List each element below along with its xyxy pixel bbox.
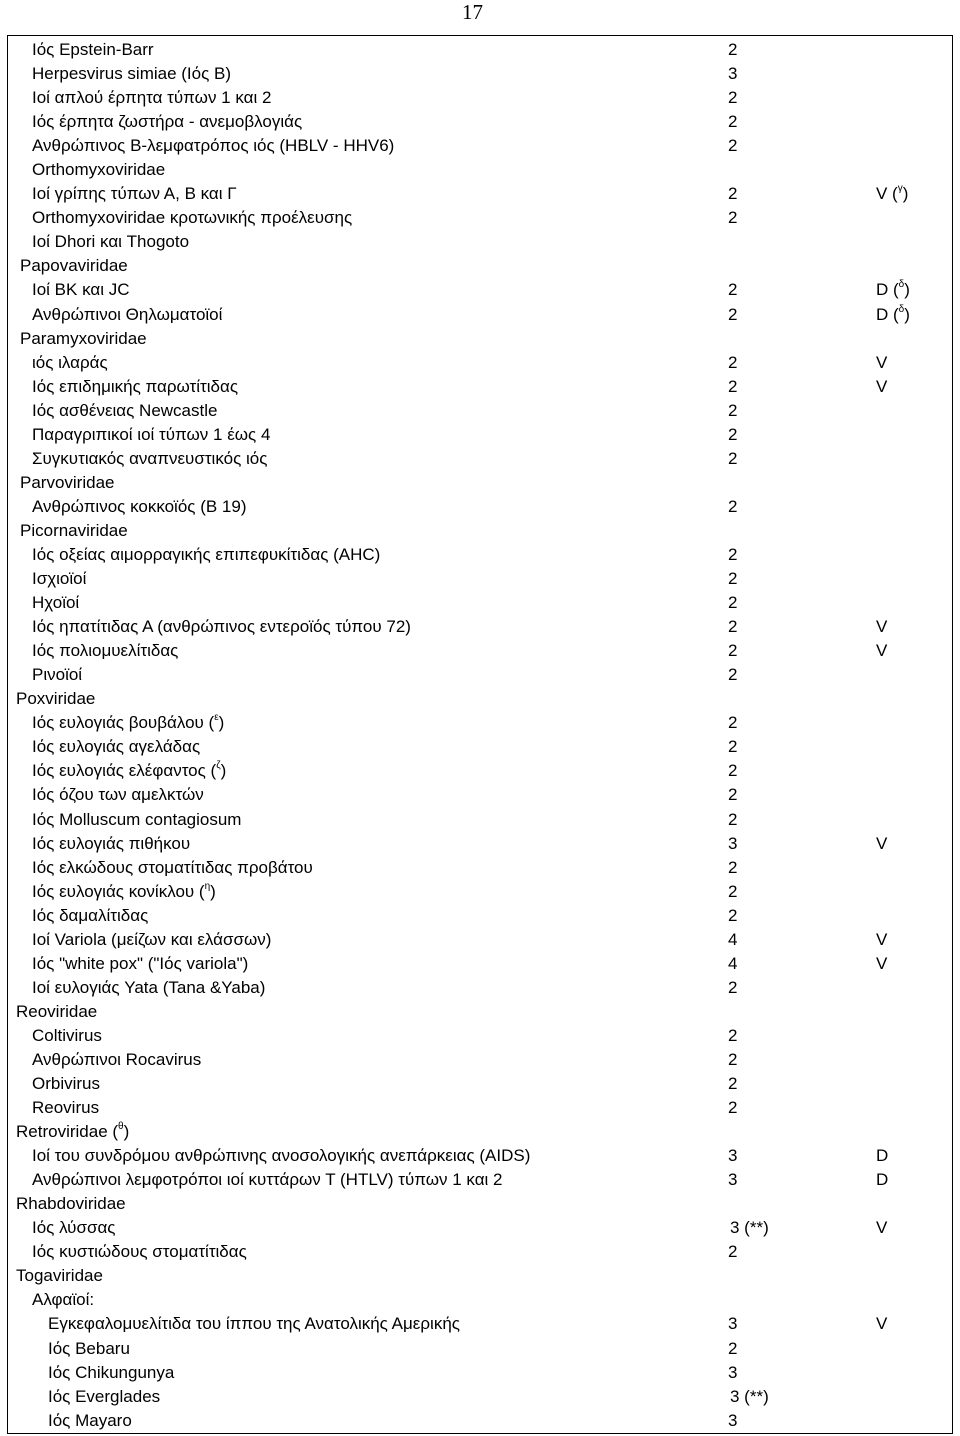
agent-name: Poxviridae — [16, 689, 96, 709]
agent-name: Εγκεφαλομυελίτιδα του ίππου της Ανατολικής Αμερικής — [48, 1314, 460, 1334]
risk-group: 2 — [728, 136, 738, 156]
risk-group: 2 — [728, 737, 738, 757]
agent-name: ιός ιλαράς — [32, 352, 108, 372]
agent-name: Ιός Molluscum contagiosum — [32, 809, 242, 829]
risk-group: 2 — [728, 184, 738, 204]
risk-group: 2 — [728, 496, 738, 516]
agent-name: Ρινοϊοί — [32, 665, 83, 685]
agent-name: Ανθρώπινοι Θηλωματοϊοί — [32, 304, 223, 324]
table-row — [8, 1096, 952, 1120]
notes: D ($^\delta$) — [876, 303, 910, 324]
table-row — [8, 206, 952, 230]
agent-name: Ιός πολιομυελίτιδας — [32, 641, 179, 661]
table-row — [8, 687, 952, 711]
table-row — [8, 254, 952, 278]
risk-group: 2 — [728, 977, 738, 997]
table-row — [8, 976, 952, 1000]
table-row — [8, 1024, 952, 1048]
risk-group: 2 — [728, 713, 738, 733]
agent-name: Ιός "white pox" ("Ιός variola") — [32, 953, 249, 973]
notes: V — [876, 1218, 888, 1238]
table-row — [8, 880, 952, 904]
risk-group: 3 — [728, 1410, 738, 1430]
agent-name: Picornaviridae — [20, 520, 128, 540]
table-row — [8, 62, 952, 86]
table-row — [8, 928, 952, 952]
table-row — [8, 1168, 952, 1192]
agent-name: Ιός ηπατίτιδας Α (ανθρώπινος εντεροϊός τύπου 72) — [32, 617, 411, 637]
agent-name: Ιός ελκώδους στοματίτιδας προβάτου — [32, 857, 313, 877]
notes: D — [876, 1146, 889, 1166]
table-row — [8, 278, 952, 302]
table-row — [8, 351, 952, 375]
risk-group: 2 — [728, 569, 738, 589]
table-rows — [8, 38, 952, 1433]
table-row — [8, 38, 952, 62]
risk-group: 2 — [728, 1025, 738, 1045]
agent-name: Ιός δαμαλίτιδας — [32, 905, 149, 925]
table-row — [8, 1337, 952, 1361]
risk-group: 2 — [728, 208, 738, 228]
risk-group: 2 — [728, 424, 738, 444]
table-row — [8, 639, 952, 663]
table-row — [8, 1264, 952, 1288]
table-row — [8, 303, 952, 327]
agent-name: Ανθρώπινος Β-λεμφατρόπος ιός (HBLV - HHV6) — [32, 136, 395, 156]
agent-name: Herpesvirus simiae (Ιός Β) — [32, 64, 232, 84]
table-row — [8, 543, 952, 567]
agent-name: Ανθρώπινοι λεμφοτρόποι ιοί κυττάρων Τ (HTLV) τύπων 1 και 2 — [32, 1170, 503, 1190]
agent-name: Togaviridae — [16, 1266, 103, 1286]
agent-name: Paramyxoviridae — [20, 328, 147, 348]
notes: V — [876, 1314, 888, 1334]
table-row — [8, 519, 952, 543]
risk-group: 2 — [728, 857, 738, 877]
agent-name: Papovaviridae — [20, 256, 128, 276]
table-row — [8, 1312, 952, 1336]
notes: V — [876, 953, 888, 973]
agent-name: Reoviridae — [16, 1001, 98, 1021]
agent-name: Ανθρώπινος κοκκοϊός (Β 19) — [32, 496, 247, 516]
risk-group: 2 — [728, 352, 738, 372]
table-row — [8, 904, 952, 928]
table-row — [8, 567, 952, 591]
agent-name: Ιός επιδημικής παρωτίτιδας — [32, 376, 239, 396]
risk-group: 2 — [728, 641, 738, 661]
risk-group: 2 — [728, 280, 738, 300]
agent-name: Ιοί Variola (μείζων και ελάσσων) — [32, 929, 272, 949]
risk-group: 3 (**) — [730, 1218, 769, 1238]
risk-group: 2 — [728, 112, 738, 132]
agent-name: Ιός Bebaru — [48, 1338, 130, 1358]
agent-name: Ιός όζου των αμελκτών — [32, 785, 204, 805]
table-row — [8, 1000, 952, 1024]
table-row — [8, 1144, 952, 1168]
risk-group: 2 — [728, 905, 738, 925]
table-row — [8, 1216, 952, 1240]
agent-name: Ιός ευλογιάς ελέφαντος ($^\zeta$) — [32, 760, 227, 781]
table-row — [8, 615, 952, 639]
table-row — [8, 759, 952, 783]
table-row — [8, 663, 952, 687]
risk-group: 3 (**) — [730, 1386, 769, 1406]
table-row — [8, 1120, 952, 1144]
table-row — [8, 1072, 952, 1096]
risk-group: 3 — [728, 833, 738, 853]
agent-name: Ιοί Dhori και Thogoto — [32, 232, 190, 252]
notes: V ($^\gamma$) — [876, 183, 909, 204]
table-row — [8, 1240, 952, 1264]
agent-name: Ιός Chikungunya — [48, 1362, 175, 1382]
table-row — [8, 1288, 952, 1312]
agent-name: Αλφαϊοί: — [32, 1290, 95, 1310]
risk-group: 2 — [728, 1338, 738, 1358]
agent-name: Ιός έρπητα ζωστήρα - ανεμοβλογιάς — [32, 112, 303, 132]
risk-group: 3 — [728, 1314, 738, 1334]
risk-group: 3 — [728, 1362, 738, 1382]
agent-name: Parvoviridae — [20, 472, 115, 492]
agent-name: Ισχιοϊοί — [32, 569, 87, 589]
agent-name: Ιός οξείας αιμορραγικής επιπεφυκίτιδας (AHC) — [32, 544, 381, 564]
notes: V — [876, 617, 888, 637]
agent-name: Ιοί γρίπης τύπων Α, Β και Γ — [32, 184, 237, 204]
table-row — [8, 1385, 952, 1409]
risk-group: 2 — [728, 761, 738, 781]
risk-group: 2 — [728, 40, 738, 59]
notes: V — [876, 833, 888, 853]
agent-name: Ιός Everglades — [48, 1386, 161, 1406]
table-row — [8, 735, 952, 759]
risk-group: 2 — [728, 88, 738, 108]
risk-group: 2 — [728, 665, 738, 685]
agent-name: Ιοί του συνδρόμου ανθρώπινης ανοσολογικής ανεπάρκειας (AIDS) — [32, 1146, 531, 1166]
table-row — [8, 495, 952, 519]
risk-group: 2 — [728, 593, 738, 613]
agent-name: Coltivirus — [32, 1025, 102, 1045]
table-row — [8, 375, 952, 399]
risk-group: 2 — [728, 544, 738, 564]
table-row — [8, 832, 952, 856]
page-number: 17 — [462, 0, 483, 24]
notes: D ($^\delta$) — [876, 279, 910, 300]
table-row — [8, 856, 952, 880]
table-row — [8, 1048, 952, 1072]
table-row — [8, 1409, 952, 1433]
risk-group: 4 — [728, 953, 738, 973]
risk-group: 2 — [728, 1242, 738, 1262]
notes: V — [876, 352, 888, 372]
risk-group: 2 — [728, 400, 738, 420]
table-row — [8, 327, 952, 351]
agent-name: Ιός ευλογιάς πιθήκου — [32, 833, 191, 853]
table-row — [8, 808, 952, 832]
agent-name: Ιός ευλογιάς αγελάδας — [32, 737, 201, 757]
table-row — [8, 1361, 952, 1385]
table-row — [8, 1192, 952, 1216]
table-row — [8, 399, 952, 423]
agent-name: Retroviridae ($^\theta$) — [16, 1121, 130, 1142]
risk-group: 3 — [728, 64, 738, 84]
risk-group: 2 — [728, 304, 738, 324]
risk-group: 2 — [728, 881, 738, 901]
table-row — [8, 591, 952, 615]
notes: D — [876, 1170, 889, 1190]
table-row — [8, 447, 952, 471]
table-row — [8, 158, 952, 182]
risk-group: 2 — [728, 1049, 738, 1069]
agents-table — [7, 35, 953, 1434]
risk-group: 3 — [728, 1146, 738, 1166]
agent-name: Ιός Mayaro — [48, 1410, 132, 1430]
agent-name: Ιός λύσσας — [32, 1218, 116, 1238]
table-row — [8, 182, 952, 206]
table-row — [8, 134, 952, 158]
risk-group: 2 — [728, 1074, 738, 1094]
risk-group: 2 — [728, 1098, 738, 1118]
agent-name: Rhabdoviridae — [16, 1194, 126, 1214]
agent-name: Orthomyxoviridae — [32, 160, 166, 180]
risk-group: 2 — [728, 785, 738, 805]
agent-name: Ιός ευλογιάς κονίκλου ($^\eta$) — [32, 880, 216, 901]
table-row — [8, 471, 952, 495]
agent-name: Συγκυτιακός αναπνευστικός ιός — [32, 448, 268, 468]
risk-group: 2 — [728, 448, 738, 468]
agent-name: Ανθρώπινοι Rocavirus — [32, 1049, 202, 1069]
table-row — [8, 711, 952, 735]
agent-name: Παραγριπικοί ιοί τύπων 1 έως 4 — [32, 424, 271, 444]
agent-name: Ιοί ΒΚ και JC — [32, 280, 130, 300]
agent-name: Orthomyxoviridae κροτωνικής προέλευσης — [32, 208, 353, 228]
agent-name: Ιοί απλού έρπητα τύπων 1 και 2 — [32, 88, 272, 108]
notes: V — [876, 376, 888, 396]
risk-group: 4 — [728, 929, 738, 949]
agent-name: Ηχοϊοί — [32, 593, 80, 613]
agent-name: Ιοί ευλογιάς Yata (Tana &Yaba) — [32, 977, 266, 997]
risk-group: 2 — [728, 376, 738, 396]
table-row — [8, 423, 952, 447]
agent-name: Ιός ασθένειας Newcastle — [32, 400, 218, 420]
agent-name: Ιός Epstein-Barr — [32, 40, 154, 59]
table-row — [8, 230, 952, 254]
table-row — [8, 952, 952, 976]
notes: V — [876, 929, 888, 949]
risk-group: 2 — [728, 809, 738, 829]
risk-group: 2 — [728, 617, 738, 637]
risk-group: 3 — [728, 1170, 738, 1190]
table-row — [8, 110, 952, 134]
table-row — [8, 783, 952, 807]
agent-name: Reovirus — [32, 1098, 100, 1118]
table-row — [8, 86, 952, 110]
agent-name: Ιός κυστιώδους στοματίτιδας — [32, 1242, 247, 1262]
notes: V — [876, 641, 888, 661]
agent-name: Orbivirus — [32, 1074, 101, 1094]
agent-name: Ιός ευλογιάς βουβάλου ($^\varepsilon$) — [32, 712, 225, 733]
